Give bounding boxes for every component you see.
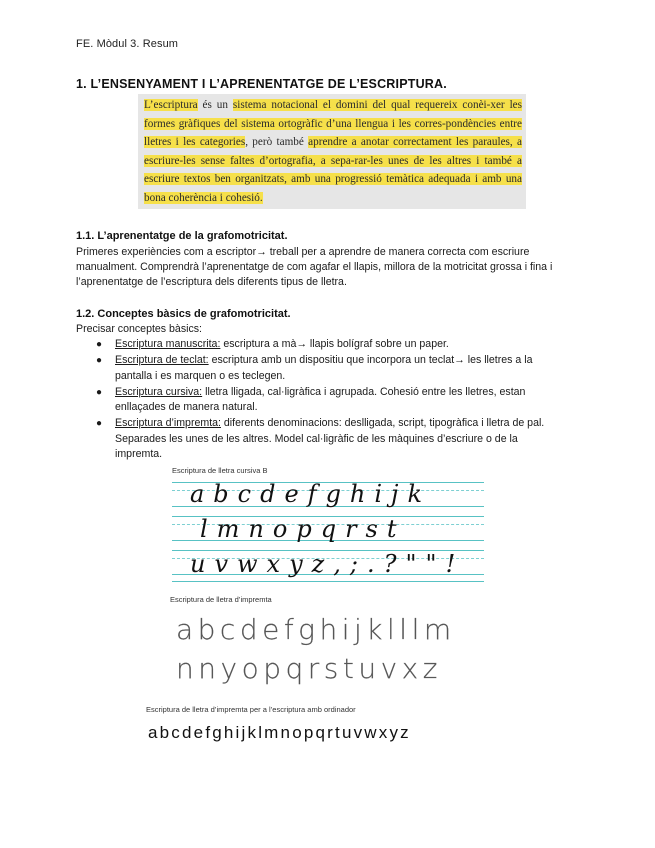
bullet-term: Escriptura manuscrita: [115, 338, 221, 350]
bullet-text: escriptura amb un dispositiu que incorpora un teclat→ les lletres a la pantalla i es marquen o es teclegen. [115, 354, 533, 382]
section-1-1-title: 1.1. L’aprenentatge de la grafomotricitat. [76, 230, 288, 242]
bullet-icon: ● [96, 339, 103, 350]
cursive-row: abcdefghijk [190, 480, 432, 508]
concepts-list [96, 337, 566, 463]
list-item [96, 416, 566, 462]
list-item [96, 385, 566, 416]
bullet-term: Escriptura de teclat: [115, 354, 209, 367]
quote-box [138, 94, 526, 209]
bullet-icon: ● [96, 386, 103, 398]
bullet-text: lletra lligada, cal·ligràfica i agrupada. Cohesió entre les lletres, estan enllaçades de manera natural. [115, 385, 526, 414]
quote-highlight: L’escriptura [144, 99, 198, 111]
guideline [172, 581, 484, 582]
bullet-icon: ● [96, 418, 103, 430]
quote-highlight: sistema notacional el domini del qual requereix conèi-xer les formes gràfiques del sistema ortogràfic d’una llengua i les corres-pondències entre lletres i les categories [144, 99, 522, 149]
section-1-2-intro: Precisar conceptes bàsics: [76, 323, 203, 335]
computer-print-row: abcdefghijklmnopqrtuvwxyz [148, 723, 411, 742]
cursive-caption: Escriptura de lletra cursiva B [172, 466, 268, 475]
bullet-term: Escriptura cursiva: [115, 385, 203, 398]
quote-highlight: aprendre a anotar correctament les paraules, a escriure-les sense faltes d’ortografia, a sepa-rar-les unes de les altres i també a escriure textos ben organitzats, amb una progressió temàtica adequada i amb una bona coherència i cohesió. [144, 136, 522, 204]
quote-text: és un [197, 99, 233, 111]
print-row: nnyopqrstuvxz [176, 652, 442, 685]
quote-text: , però també [245, 136, 309, 149]
print-caption: Escriptura de lletra d’impremta [170, 595, 272, 604]
list-item [96, 353, 566, 384]
bullet-text: diferents denominacions: deslligada, script, tipogràfica i lletra de pal. Separades les unes de les altres. Model cal·ligràfic de les màquines d’escriure o de la impremta. [115, 417, 545, 461]
section-1-2-title: 1.2. Conceptes bàsics de grafomotricitat. [76, 308, 291, 320]
cursive-row: uvwxyz,;.?""! [190, 550, 465, 578]
page-header: FE. Mòdul 3. Resum [76, 38, 179, 50]
bullet-icon: ● [96, 355, 103, 367]
bullet-term: Escriptura d’impremta: [115, 417, 221, 430]
section-1-title: 1. L’ENSENYAMENT I L’APRENENTATGE DE L’ESCRIPTURA. [76, 77, 447, 91]
print-row: abcdefghijklllm [176, 613, 456, 646]
cursive-row: lmnopqrst [200, 515, 406, 543]
computer-caption: Escriptura de lletra d’impremta per a l’escriptura amb ordinador [146, 705, 356, 714]
bullet-text: escriptura a mà→ llapis bolígraf sobre un paper. [220, 338, 449, 350]
section-1-1-text: Primeres experiències com a escriptor→ treball per a aprendre de manera correcta com escriure manualment. Comprendrà l’aprenentatge de com agafar el llapis, millora de la motricitat grossa i fina i l’aprenentatge de l’escriptura dels diferents tipus de lletra. [76, 246, 553, 289]
list-item [96, 337, 566, 352]
